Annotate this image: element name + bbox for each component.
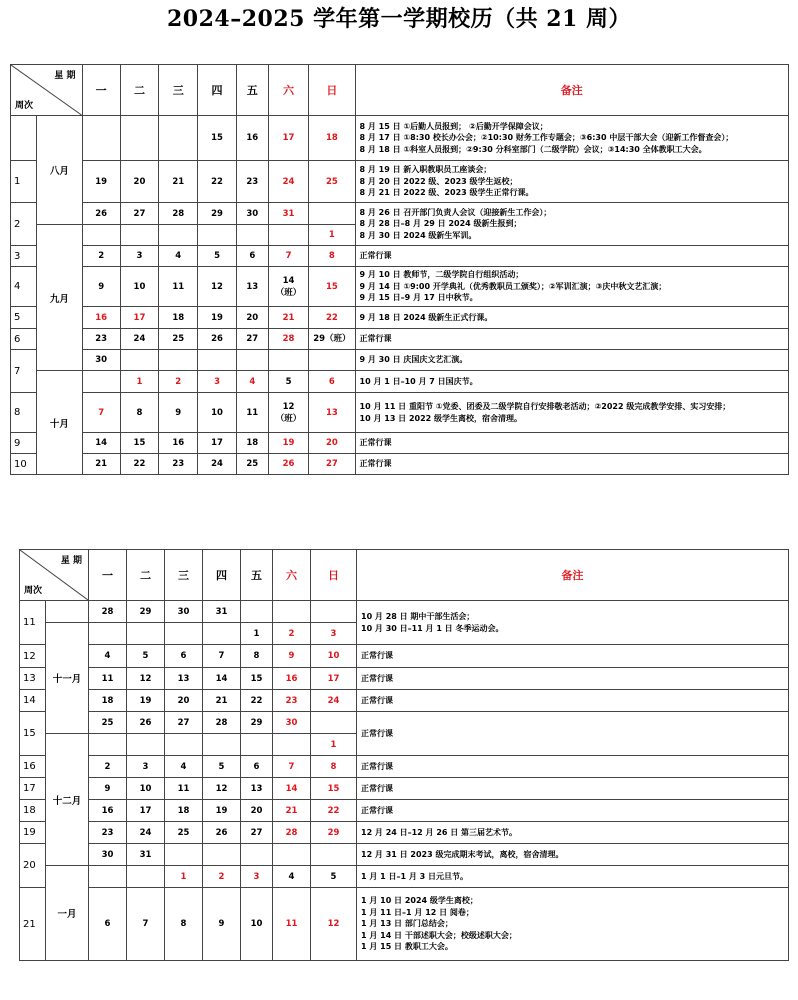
t2-date-r3-c3: 14 (203, 668, 241, 690)
t2-date-r7-c5: 7 (273, 756, 311, 778)
t1-date-r11-c2: 16 (159, 433, 198, 454)
t1-date-r3-c1 (120, 225, 158, 246)
t2-date-r12-c1 (127, 866, 165, 888)
t1-date-r6-c4: 20 (236, 307, 268, 329)
t2-date-r5-c2: 27 (165, 712, 203, 734)
header-diagonal-cell (20, 550, 89, 601)
t2-date-r3-c4: 15 (241, 668, 273, 690)
t2-date-r1-c4: 1 (241, 623, 273, 645)
t1-date-r10-c5: 12 （班） (268, 393, 308, 433)
t1-date-r6-c5: 21 (268, 307, 308, 329)
t2-date-r10-c1: 24 (127, 822, 165, 844)
t2-date-r7-c4: 6 (241, 756, 273, 778)
t1-date-r7-c0: 23 (82, 329, 120, 350)
t2-date-r11-c6 (311, 844, 357, 866)
header-week-label: 周次 (24, 586, 43, 596)
note-cell: 正常行课 (357, 800, 789, 822)
header-week-label: 周次 (15, 101, 34, 111)
note-cell: 8 月 15 日 ①后勤人员报到； ②后勤开学保障会议； 8 月 17 日 ①8:30 校长办公会；②10:30 财务工作专题会；③6:30 中层干部大会（迎新工作督查会）； 8 月 18 日 ①科室人员报到；②9:30 分科室部门（二级学院）会议；③14:30 全体教职工大会。 (355, 116, 788, 161)
t1-date-r5-c3: 12 (198, 267, 236, 307)
t1-date-r2-c1: 27 (120, 203, 158, 225)
note-cell: 8 月 19 日 新入职教职员工座谈会； 8 月 20 日 2022 级、2023 级学生返校； 8 月 21 日 2022 级、2023 级学生正常行课。 (355, 161, 788, 203)
t2-date-r0-c3: 31 (203, 601, 241, 623)
month-label: 九月 (37, 225, 82, 371)
t1-date-r3-c5 (268, 225, 308, 246)
t2-date-r9-c3: 19 (203, 800, 241, 822)
t2-date-r8-c6: 15 (311, 778, 357, 800)
t1-date-r12-c3: 24 (198, 454, 236, 475)
t2-date-r10-c4: 27 (241, 822, 273, 844)
t2-date-r3-c6: 17 (311, 668, 357, 690)
t1-date-r6-c2: 18 (159, 307, 198, 329)
header-notes: 备注 (357, 550, 789, 601)
header-weekday-label: 星 期 (60, 556, 82, 566)
calendar-table-1 (10, 64, 789, 475)
page-title: 2024–2025 学年第一学期校历（共 21 周） (166, 6, 632, 32)
t1-date-r4-c5: 7 (268, 246, 308, 267)
header-day-6: 六 (273, 550, 311, 601)
t1-date-r9-c6: 6 (309, 371, 355, 393)
t1-date-r0-c3: 15 (198, 116, 236, 161)
t2-date-r3-c0: 11 (89, 668, 127, 690)
t2-date-r2-c3: 7 (203, 645, 241, 668)
t1-date-r8-c0: 30 (82, 350, 120, 371)
note-cell: 1 月 1 日–1 月 3 日元旦节。 (357, 866, 789, 888)
t1-date-r11-c1: 15 (120, 433, 158, 454)
note-cell: 1 月 10 日 2024 级学生离校； 1 月 11 日–1 月 12 日 阅卷； 1 月 13 日 部门总结会； 1 月 14 日 干部述职大会；校级述职大会； 1 月 15 日 教职工大会。 (357, 888, 789, 961)
t1-date-r5-c1: 10 (120, 267, 158, 307)
t2-date-r13-c6: 12 (311, 888, 357, 961)
t1-date-r12-c1: 22 (120, 454, 158, 475)
t2-date-r1-c1 (127, 623, 165, 645)
header-day-3: 三 (165, 550, 203, 601)
week-number: 16 (20, 756, 46, 778)
t2-date-r7-c0: 2 (89, 756, 127, 778)
t2-date-r11-c1: 31 (127, 844, 165, 866)
t1-date-r8-c4 (236, 350, 268, 371)
t2-date-r2-c5: 9 (273, 645, 311, 668)
t1-date-r3-c6: 1 (309, 225, 355, 246)
week-number: 10 (11, 454, 37, 475)
week-number: 3 (11, 246, 37, 267)
t2-date-r1-c0 (89, 623, 127, 645)
t2-date-r8-c4: 13 (241, 778, 273, 800)
t1-date-r7-c1: 24 (120, 329, 158, 350)
t2-date-r2-c0: 4 (89, 645, 127, 668)
t2-date-r13-c0: 6 (89, 888, 127, 961)
t2-date-r4-c5: 23 (273, 690, 311, 712)
header-day-2: 二 (127, 550, 165, 601)
t2-date-r7-c2: 4 (165, 756, 203, 778)
t2-date-r10-c0: 23 (89, 822, 127, 844)
week-number: 5 (11, 307, 37, 329)
t1-date-r8-c5 (268, 350, 308, 371)
t2-date-r12-c5: 4 (273, 866, 311, 888)
t2-date-r9-c5: 21 (273, 800, 311, 822)
note-cell: 正常行课 (355, 454, 788, 475)
t2-date-r12-c0 (89, 866, 127, 888)
t2-date-r4-c6: 24 (311, 690, 357, 712)
t1-date-r5-c6: 15 (309, 267, 355, 307)
note-cell: 9 月 10 日 教师节，二级学院自行组织活动； 9 月 14 日 ①9:00 开学典礼（优秀教职员工颁奖）；②军训汇演；③庆中秋文艺汇演； 9 月 15 日–9 月 17 日中秋节。 (355, 267, 788, 307)
week-number: 1 (11, 161, 37, 203)
t1-date-r8-c3 (198, 350, 236, 371)
t1-date-r11-c5: 19 (268, 433, 308, 454)
t2-date-r5-c6 (311, 712, 357, 734)
header-day-3: 三 (159, 65, 198, 116)
t2-date-r6-c1 (127, 734, 165, 756)
week-number: 11 (20, 601, 46, 645)
t1-date-r7-c5: 28 (268, 329, 308, 350)
t2-date-r12-c6: 5 (311, 866, 357, 888)
header-weekday-label: 星 期 (54, 71, 76, 81)
t2-date-r12-c3: 2 (203, 866, 241, 888)
t1-date-r12-c5: 26 (268, 454, 308, 475)
week-number: 21 (20, 888, 46, 961)
week-number: 6 (11, 329, 37, 350)
calendar-table-2 (19, 549, 789, 961)
header-notes: 备注 (355, 65, 788, 116)
t2-date-r13-c2: 8 (165, 888, 203, 961)
t1-date-r4-c2: 4 (159, 246, 198, 267)
t1-date-r0-c2 (159, 116, 198, 161)
t1-date-r9-c5: 5 (268, 371, 308, 393)
week-number: 8 (11, 393, 37, 433)
t2-date-r4-c1: 19 (127, 690, 165, 712)
month-label: 十一月 (46, 623, 89, 734)
note-cell: 正常行课 (357, 712, 789, 756)
note-cell: 12 月 31 日 2023 级完成期末考试，离校，宿舍清理。 (357, 844, 789, 866)
header-day-5: 五 (236, 65, 268, 116)
t1-date-r0-c1 (120, 116, 158, 161)
note-cell: 10 月 1 日–10 月 7 日国庆节。 (355, 371, 788, 393)
note-cell: 10 月 11 日 重阳节 ①党委、团委及二级学院自行安排敬老活动；②2022 级完成教学安排、实习安排； 10 月 13 日 2022 级学生离校，宿舍清理。 (355, 393, 788, 433)
t1-date-r4-c0: 2 (82, 246, 120, 267)
t2-date-r13-c3: 9 (203, 888, 241, 961)
t2-date-r2-c4: 8 (241, 645, 273, 668)
t1-date-r4-c3: 5 (198, 246, 236, 267)
week-number: 15 (20, 712, 46, 756)
note-cell: 9 月 30 日 庆国庆文艺汇演。 (355, 350, 788, 371)
t2-date-r1-c3 (203, 623, 241, 645)
month-label: 八月 (37, 116, 82, 225)
note-cell: 正常行课 (355, 433, 788, 454)
t1-date-r1-c1: 20 (120, 161, 158, 203)
t2-date-r0-c0: 28 (89, 601, 127, 623)
note-cell: 正常行课 (357, 668, 789, 690)
t2-date-r2-c2: 6 (165, 645, 203, 668)
t1-date-r2-c6 (309, 203, 355, 225)
t2-date-r11-c5 (273, 844, 311, 866)
t2-date-r8-c5: 14 (273, 778, 311, 800)
note-cell: 8 月 26 日 召开部门负责人会议（迎接新生工作会）； 8 月 28 日–8 月 29 日 2024 级新生报到； 8 月 30 日 2024 级新生军训。 (355, 203, 788, 246)
t2-date-r0-c2: 30 (165, 601, 203, 623)
t2-date-r7-c6: 8 (311, 756, 357, 778)
t2-date-r0-c6 (311, 601, 357, 623)
t1-date-r12-c0: 21 (82, 454, 120, 475)
header-day-7: 日 (309, 65, 355, 116)
t2-date-r8-c3: 12 (203, 778, 241, 800)
t2-date-r5-c5: 30 (273, 712, 311, 734)
note-cell: 正常行课 (357, 756, 789, 778)
t1-date-r7-c3: 26 (198, 329, 236, 350)
t1-date-r4-c1: 3 (120, 246, 158, 267)
header-day-4: 四 (198, 65, 236, 116)
t1-date-r1-c5: 24 (268, 161, 308, 203)
t2-date-r8-c2: 11 (165, 778, 203, 800)
t2-date-r3-c2: 13 (165, 668, 203, 690)
t2-date-r4-c2: 20 (165, 690, 203, 712)
t2-date-r11-c3 (203, 844, 241, 866)
t2-date-r10-c6: 29 (311, 822, 357, 844)
t2-date-r13-c5: 11 (273, 888, 311, 961)
week-number: 12 (20, 645, 46, 668)
header-day-7: 日 (311, 550, 357, 601)
header-day-4: 四 (203, 550, 241, 601)
t2-date-r3-c1: 12 (127, 668, 165, 690)
t1-date-r5-c0: 9 (82, 267, 120, 307)
t1-date-r10-c6: 13 (309, 393, 355, 433)
t2-date-r7-c1: 3 (127, 756, 165, 778)
header-day-1: 一 (89, 550, 127, 601)
t1-date-r10-c2: 9 (159, 393, 198, 433)
week-number: 4 (11, 267, 37, 307)
t2-date-r10-c2: 25 (165, 822, 203, 844)
t1-date-r9-c1: 1 (120, 371, 158, 393)
t1-date-r1-c6: 25 (309, 161, 355, 203)
t2-date-r1-c6: 3 (311, 623, 357, 645)
t2-date-r6-c2 (165, 734, 203, 756)
t1-date-r11-c6: 20 (309, 433, 355, 454)
week-number: 20 (20, 844, 46, 888)
t2-date-r0-c1: 29 (127, 601, 165, 623)
t2-date-r7-c3: 5 (203, 756, 241, 778)
t2-date-r5-c1: 26 (127, 712, 165, 734)
t2-date-r9-c4: 20 (241, 800, 273, 822)
t1-date-r11-c3: 17 (198, 433, 236, 454)
t1-date-r8-c6 (309, 350, 355, 371)
t2-date-r1-c2 (165, 623, 203, 645)
week-number (11, 116, 37, 161)
t1-date-r0-c5: 17 (268, 116, 308, 161)
t1-date-r5-c2: 11 (159, 267, 198, 307)
t1-date-r3-c3 (198, 225, 236, 246)
note-cell: 10 月 28 日 期中干部生活会； 10 月 30 日–11 月 1 日 冬季运动会。 (357, 601, 789, 645)
t1-date-r2-c5: 31 (268, 203, 308, 225)
week-number: 19 (20, 822, 46, 844)
header-diagonal-cell (11, 65, 83, 116)
week-number: 9 (11, 433, 37, 454)
t2-date-r0-c4 (241, 601, 273, 623)
t1-date-r1-c0: 19 (82, 161, 120, 203)
t1-date-r2-c3: 29 (198, 203, 236, 225)
t1-date-r6-c0: 16 (82, 307, 120, 329)
t1-date-r8-c2 (159, 350, 198, 371)
t1-date-r11-c4: 18 (236, 433, 268, 454)
t2-date-r12-c4: 3 (241, 866, 273, 888)
t1-date-r0-c0 (82, 116, 120, 161)
t1-date-r2-c4: 30 (236, 203, 268, 225)
t1-date-r6-c6: 22 (309, 307, 355, 329)
t2-date-r9-c2: 18 (165, 800, 203, 822)
t2-date-r8-c1: 10 (127, 778, 165, 800)
t2-date-r2-c1: 5 (127, 645, 165, 668)
t1-date-r11-c0: 14 (82, 433, 120, 454)
t1-date-r3-c2 (159, 225, 198, 246)
note-cell: 正常行课 (357, 778, 789, 800)
t1-date-r0-c4: 16 (236, 116, 268, 161)
t1-date-r2-c2: 28 (159, 203, 198, 225)
t2-date-r3-c5: 16 (273, 668, 311, 690)
week-number: 14 (20, 690, 46, 712)
t2-date-r0-c5 (273, 601, 311, 623)
header-day-1: 一 (82, 65, 120, 116)
t1-date-r9-c4: 4 (236, 371, 268, 393)
week-number: 7 (11, 350, 37, 393)
t1-date-r10-c1: 8 (120, 393, 158, 433)
t1-date-r2-c0: 26 (82, 203, 120, 225)
t1-date-r7-c4: 27 (236, 329, 268, 350)
t1-date-r4-c6: 8 (309, 246, 355, 267)
t2-date-r5-c3: 28 (203, 712, 241, 734)
note-cell: 正常行课 (357, 645, 789, 668)
t1-date-r9-c3: 3 (198, 371, 236, 393)
t2-date-r10-c5: 28 (273, 822, 311, 844)
note-cell: 正常行课 (355, 329, 788, 350)
t1-date-r7-c2: 25 (159, 329, 198, 350)
t1-date-r1-c2: 21 (159, 161, 198, 203)
t1-date-r12-c6: 27 (309, 454, 355, 475)
t2-date-r4-c4: 22 (241, 690, 273, 712)
week-number: 18 (20, 800, 46, 822)
month-label: 十月 (37, 371, 82, 475)
t2-date-r13-c4: 10 (241, 888, 273, 961)
header-day-2: 二 (120, 65, 158, 116)
t1-date-r6-c3: 19 (198, 307, 236, 329)
t1-date-r9-c0 (82, 371, 120, 393)
month-label (46, 601, 89, 623)
t2-date-r5-c0: 25 (89, 712, 127, 734)
note-cell: 12 月 24 日–12 月 26 日 第三届艺术节。 (357, 822, 789, 844)
t2-date-r5-c4: 29 (241, 712, 273, 734)
t1-date-r9-c2: 2 (159, 371, 198, 393)
t1-date-r8-c1 (120, 350, 158, 371)
t2-date-r10-c3: 26 (203, 822, 241, 844)
t2-date-r8-c0: 9 (89, 778, 127, 800)
t2-date-r4-c0: 18 (89, 690, 127, 712)
month-label: 十二月 (46, 734, 89, 866)
t2-date-r6-c0 (89, 734, 127, 756)
t1-date-r4-c4: 6 (236, 246, 268, 267)
t1-date-r1-c4: 23 (236, 161, 268, 203)
note-cell: 9 月 18 日 2024 级新生正式行课。 (355, 307, 788, 329)
t2-date-r2-c6: 10 (311, 645, 357, 668)
t2-date-r12-c2: 1 (165, 866, 203, 888)
t1-date-r3-c4 (236, 225, 268, 246)
t2-date-r6-c4 (241, 734, 273, 756)
t2-date-r4-c3: 21 (203, 690, 241, 712)
week-number: 13 (20, 668, 46, 690)
month-label: 一月 (46, 866, 89, 961)
t2-date-r13-c1: 7 (127, 888, 165, 961)
t1-date-r0-c6: 18 (309, 116, 355, 161)
t1-date-r3-c0 (82, 225, 120, 246)
t2-date-r9-c1: 17 (127, 800, 165, 822)
t2-date-r11-c4 (241, 844, 273, 866)
note-cell: 正常行课 (355, 246, 788, 267)
t2-date-r9-c6: 22 (311, 800, 357, 822)
header-day-6: 六 (268, 65, 308, 116)
t1-date-r10-c4: 11 (236, 393, 268, 433)
t1-date-r7-c6: 29（班） (309, 329, 355, 350)
week-number: 17 (20, 778, 46, 800)
t1-date-r10-c0: 7 (82, 393, 120, 433)
t1-date-r12-c4: 25 (236, 454, 268, 475)
t2-date-r6-c5 (273, 734, 311, 756)
t2-date-r11-c0: 30 (89, 844, 127, 866)
t2-date-r11-c2 (165, 844, 203, 866)
t2-date-r1-c5: 2 (273, 623, 311, 645)
t2-date-r6-c6: 1 (311, 734, 357, 756)
header-day-5: 五 (241, 550, 273, 601)
t1-date-r5-c4: 13 (236, 267, 268, 307)
note-cell: 正常行课 (357, 690, 789, 712)
t2-date-r9-c0: 16 (89, 800, 127, 822)
t1-date-r5-c5: 14 （班） (268, 267, 308, 307)
t1-date-r10-c3: 10 (198, 393, 236, 433)
t1-date-r6-c1: 17 (120, 307, 158, 329)
week-number: 2 (11, 203, 37, 246)
t1-date-r1-c3: 22 (198, 161, 236, 203)
t2-date-r6-c3 (203, 734, 241, 756)
t1-date-r12-c2: 23 (159, 454, 198, 475)
